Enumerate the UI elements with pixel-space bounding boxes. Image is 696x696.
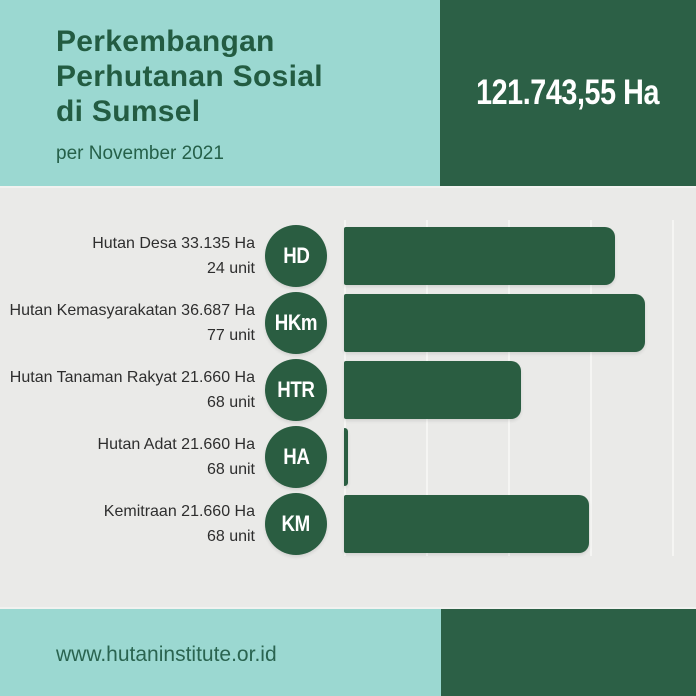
title-line-3: di Sumsel xyxy=(56,95,201,128)
footer-green-block xyxy=(441,609,696,696)
badge-hkm-label: HKm xyxy=(274,310,318,335)
bar-track xyxy=(344,495,672,553)
title-line-1: Perkembangan xyxy=(56,25,275,58)
row-label xyxy=(0,365,255,415)
badge-hd-label: HD xyxy=(282,243,310,268)
chart-rows xyxy=(0,227,696,553)
row-label-line2: 68 unit xyxy=(206,461,255,478)
row-label-line1: Hutan Adat 21.660 Ha xyxy=(97,436,255,453)
chart-row-hutan-adat xyxy=(0,428,696,486)
bar-kemitraan xyxy=(344,495,589,553)
bar-hutan-tanaman-rakyat xyxy=(344,361,521,419)
row-label xyxy=(0,231,255,281)
row-label-line1: Hutan Tanaman Rakyat 21.660 Ha xyxy=(9,369,255,386)
total-area-box xyxy=(440,0,696,186)
chart-row-kemitraan xyxy=(0,495,696,553)
row-label xyxy=(0,432,255,482)
badge-km-label: KM xyxy=(281,511,311,536)
bar-hutan-kemasyarakatan xyxy=(344,294,645,352)
row-label-line2: 68 unit xyxy=(206,394,255,411)
row-label-line1: Kemitraan 21.660 Ha xyxy=(103,503,255,520)
chart-row-hutan-kemasyarakatan xyxy=(0,294,696,352)
website-link[interactable]: www.hutaninstitute.or.id xyxy=(56,642,277,666)
header-title-block xyxy=(0,0,440,186)
badge-htr xyxy=(265,359,327,421)
badge-htr-label: HTR xyxy=(277,377,315,402)
badge-ha xyxy=(265,426,327,488)
badge-hkm xyxy=(265,292,327,354)
row-label-line2: 77 unit xyxy=(206,327,255,344)
header xyxy=(0,0,696,186)
row-label-line1: Hutan Desa 33.135 Ha xyxy=(92,235,255,252)
page-title xyxy=(56,24,440,129)
bar-track xyxy=(344,227,672,285)
row-label-line2: 24 unit xyxy=(206,260,255,277)
total-area-value: 121.743,55 Ha xyxy=(476,73,660,112)
bar-track xyxy=(344,294,672,352)
bar-hutan-adat xyxy=(344,428,348,486)
bar-track xyxy=(344,361,672,419)
chart-row-hutan-desa xyxy=(0,227,696,285)
bar-track xyxy=(344,428,672,486)
row-label xyxy=(0,499,255,549)
chart-panel xyxy=(0,186,696,607)
row-label xyxy=(0,298,255,348)
row-label-line1: Hutan Kemasyarakatan 36.687 Ha xyxy=(9,302,255,319)
chart-row-hutan-tanaman-rakyat xyxy=(0,361,696,419)
subtitle: per November 2021 xyxy=(56,143,224,164)
footer-teal-strip xyxy=(0,609,441,696)
badge-hd xyxy=(265,225,327,287)
row-label-line2: 68 unit xyxy=(206,528,255,545)
badge-ha-label: HA xyxy=(282,444,310,469)
bar-hutan-desa xyxy=(344,227,615,285)
badge-km xyxy=(265,493,327,555)
footer xyxy=(0,607,696,696)
title-line-2: Perhutanan Sosial xyxy=(56,60,323,93)
